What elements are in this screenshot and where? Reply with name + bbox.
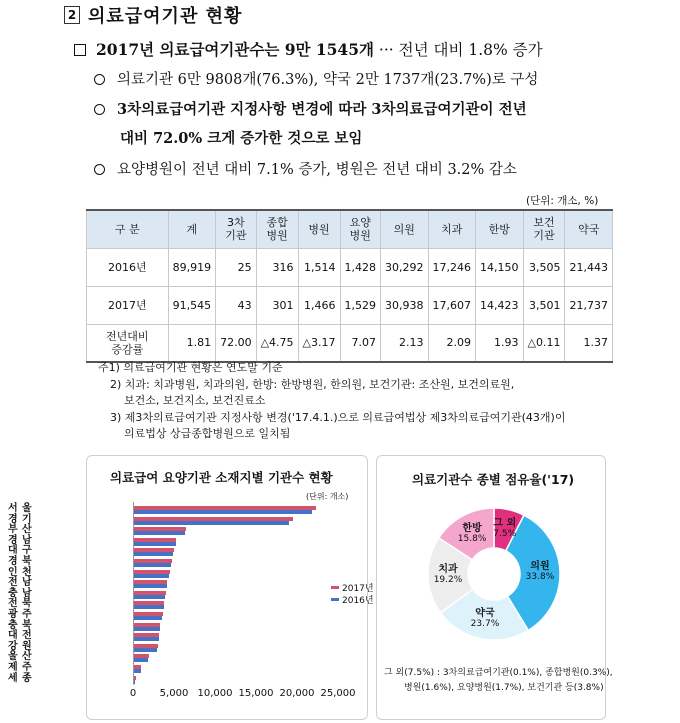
bar-category-label-char: 산: [22, 651, 32, 663]
bar-chart-unit: (단위: 개소): [306, 492, 349, 501]
pie-slice-percent: 19.2%: [433, 575, 463, 586]
table-cell: 17,607: [428, 286, 476, 324]
table-cell: 301: [256, 286, 298, 324]
table-cell: 1,428: [340, 248, 381, 286]
table-header-row: [87, 210, 613, 248]
table-cell: 1,466: [298, 286, 340, 324]
bar-category-label-char: 구: [22, 545, 32, 557]
pie-slice-label: 약국 23.7%: [470, 608, 500, 630]
bar-category-label-char: 울: [8, 651, 18, 663]
table-cell: 3,505: [523, 248, 565, 286]
table-cell: 2.13: [381, 324, 429, 362]
pie-slice-percent: 15.8%: [457, 533, 487, 544]
note-2: 2) 치과: 치과병원, 치과의원, 한방: 한방병원, 한의원, 보건기관: 조산원, 보건의료원,: [110, 377, 515, 391]
pie-footnote-1: 그 외(7.5%) : 3차의료급여기관(0.1%), 종합병원(0.3%),: [384, 668, 613, 678]
bar-category-label-char: 대: [8, 630, 18, 642]
bar-category-label-char: 산: [22, 524, 32, 536]
bar-category-label-char: 주: [22, 662, 32, 673]
bar-2016: [133, 627, 160, 631]
table-cell: 7.07: [340, 324, 381, 362]
table-header-cell: 약국: [565, 210, 613, 248]
table-header-cell: 구 분: [87, 210, 169, 248]
table-cell: 3,501: [523, 286, 565, 324]
bar-category-label-char: 경: [8, 513, 18, 525]
page-title: 의료급여기관 현황: [88, 6, 243, 27]
bar-category-label-char: 전: [8, 598, 18, 610]
pie-slice-percent: 7.5%: [493, 529, 517, 540]
legend-2017: 2017년: [331, 581, 374, 594]
bar-category-label-char: 경: [8, 534, 18, 546]
pie-slice-label: 한방 15.8%: [457, 522, 487, 544]
bar-2016: [133, 669, 141, 673]
pie-slice-percent: 33.8%: [525, 572, 555, 583]
bar-category-label-char: 남: [22, 587, 32, 599]
summary-bullet-1: 의료기관 6만 9808개(76.3%), 약국 2만 1737개(23.7%)로 구성: [94, 68, 538, 89]
legend-swatch-2017: [331, 586, 339, 589]
bar-category-label-char: 서: [8, 503, 18, 514]
pie-slice-percent: 23.7%: [470, 619, 500, 630]
table-header-cell: 치과: [428, 210, 476, 248]
bar-x-tick: 25,000: [320, 688, 356, 699]
bar-category-label-char: 광: [8, 609, 18, 620]
bar-category-label-char: 울: [22, 503, 32, 514]
bar-x-tick: 15,000: [238, 688, 274, 699]
bar-x-tick: 10,000: [197, 688, 233, 699]
table-header-cell: 3차 기관: [216, 210, 257, 248]
table-unit: (단위: 개소, %): [526, 195, 599, 207]
table-cell: 91,545: [168, 286, 216, 324]
square-bullet-icon: [74, 44, 86, 56]
table-cell: 14,423: [476, 286, 524, 324]
table-cell: 89,919: [168, 248, 216, 286]
bar-x-tick: 5,000: [159, 688, 189, 699]
table-row-header: 전년대비 증감률: [87, 324, 169, 362]
pie-chart-title: 의료기관수 종별 점유율('17): [412, 472, 575, 487]
table-cell: 1.37: [565, 324, 613, 362]
bar-category-label-char: 원: [22, 640, 32, 652]
section-number: 2: [64, 6, 80, 24]
bar-2016: [133, 531, 185, 535]
bar-category-label-char: 부: [8, 524, 18, 536]
bar-2016: [133, 605, 164, 609]
summary-bullet-3: 요양병원이 전년 대비 7.1% 증가, 병원은 전년 대비 3.2% 감소: [94, 158, 517, 179]
bar-category-label-char: 충: [8, 587, 18, 599]
table-cell: 43: [216, 286, 257, 324]
table-notes: [98, 360, 565, 443]
note-1: 주1) 의료급여기관 현황은 연도말 기준: [98, 361, 283, 374]
legend-swatch-2016: [331, 598, 339, 601]
legend-2016: 2016년: [331, 593, 374, 606]
bar-category-label-char: 강: [8, 640, 18, 652]
bar-category-label-char: 북: [22, 598, 32, 610]
summary-bullet-2-cont: 대비 72.0% 크게 증가한 것으로 보임: [120, 130, 363, 147]
bar-category-label-char: 충: [8, 619, 18, 631]
note-3: 3) 제3차의료급여기관 지정사항 변경('17.4.1.)으로 의료급여법상 제3차의료급여기관(43개)이: [110, 410, 566, 424]
statistics-table: [86, 209, 613, 363]
table-row: [87, 286, 613, 324]
bar-category-label-char: 주: [22, 609, 32, 620]
bar-category-label-char: 제: [8, 662, 18, 673]
pie-footnote-2: 병원(1.6%), 요양병원(1.7%), 보건기관 등(3.8%): [404, 683, 604, 693]
bar-category-label-char: 북: [22, 619, 32, 631]
bar-2016: [133, 510, 312, 514]
table-header-cell: 종합 병원: [256, 210, 298, 248]
bar-2016: [133, 563, 171, 567]
table-cell: 2.09: [428, 324, 476, 362]
table-header-cell: 보건 기관: [523, 210, 565, 248]
circle-bullet-icon: [94, 164, 105, 175]
bar-category-label-char: 기: [22, 513, 32, 525]
table-cell: 1,514: [298, 248, 340, 286]
bar-category-label-char: 종: [22, 672, 32, 684]
bar-2016: [133, 658, 148, 662]
table-cell: △3.17: [298, 324, 340, 362]
pie-slice-label: 치과 19.2%: [433, 564, 463, 586]
bar-2016: [133, 542, 176, 546]
table-cell: 316: [256, 248, 298, 286]
bar-category-label-char: 남: [22, 534, 32, 546]
bar-category-label-char: 전: [22, 630, 32, 642]
bar-x-tick: 0: [129, 688, 137, 699]
table-row: [87, 248, 613, 286]
note-3-cont: 의료법상 상급종합병원으로 일치됨: [124, 427, 291, 440]
table-cell: 72.00: [216, 324, 257, 362]
table-cell: 1.93: [476, 324, 524, 362]
table-header-cell: 요양 병원: [340, 210, 381, 248]
bar-2016: [133, 637, 159, 641]
bar-category-label-char: 북: [22, 556, 32, 567]
bar-category-label-char: 대: [8, 545, 18, 557]
pie-slice-label: 의원 33.8%: [525, 561, 555, 583]
table-row-header: 2016년: [87, 248, 169, 286]
bar-category-label-char: 세: [8, 672, 18, 684]
summary-bullet-2: 3차의료급여기관 지정사항 변경에 따라 3차의료급여기관이 전년: [94, 98, 527, 119]
bar-category-label-char: 인: [8, 566, 18, 578]
table-cell: 17,246: [428, 248, 476, 286]
table-cell: 21,443: [565, 248, 613, 286]
bar-2016: [133, 574, 169, 578]
table-cell: 1,529: [340, 286, 381, 324]
table-header-cell: 의원: [381, 210, 429, 248]
bar-category-label-char: 경: [8, 556, 18, 567]
summary-main: 2017년 의료급여기관수는 9만 1545개 ··· 전년 대비 1.8% 증가: [74, 38, 543, 60]
table-header-cell: 병원: [298, 210, 340, 248]
table-cell: 30,938: [381, 286, 429, 324]
circle-bullet-icon: [94, 74, 105, 85]
bar-category-label-char: 남: [22, 577, 32, 589]
bar-chart-axis: [133, 502, 134, 685]
bar-category-label-char: 천: [22, 566, 32, 578]
table-cell: △0.11: [523, 324, 565, 362]
table-row: [87, 324, 613, 362]
table-cell: 21,737: [565, 286, 613, 324]
note-2-cont: 보건소, 보건지소, 보건진료소: [124, 394, 266, 407]
bar-2016: [133, 616, 162, 620]
bar-x-tick: 20,000: [279, 688, 315, 699]
table-cell: 30,292: [381, 248, 429, 286]
table-header-cell: 계: [168, 210, 216, 248]
circle-bullet-icon: [94, 104, 105, 115]
bar-2016: [133, 584, 167, 588]
bar-chart-title: 의료급여 요양기관 소재지별 기관수 현황: [110, 470, 333, 485]
table-header-cell: 한방: [476, 210, 524, 248]
bar-2016: [133, 552, 173, 556]
bar-2016: [133, 521, 289, 525]
table-cell: 1.81: [168, 324, 216, 362]
bar-2016: [133, 595, 165, 599]
table-cell: △4.75: [256, 324, 298, 362]
table-cell: 25: [216, 248, 257, 286]
table-row-header: 2017년: [87, 286, 169, 324]
pie-slice-label: 그 외 7.5%: [493, 518, 517, 540]
table-cell: 14,150: [476, 248, 524, 286]
bar-2016: [133, 648, 157, 652]
bar-category-label-char: 전: [8, 577, 18, 589]
